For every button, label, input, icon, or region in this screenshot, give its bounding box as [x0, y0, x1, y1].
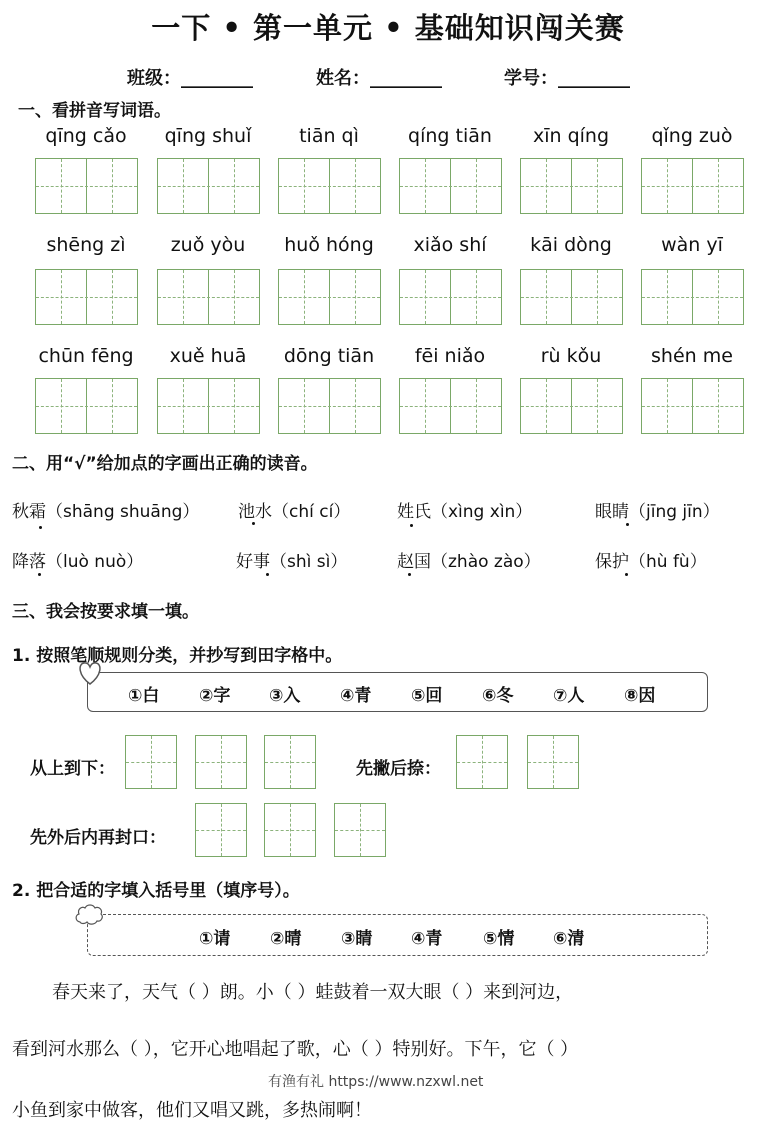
stroke-order-options-box: [87, 672, 708, 712]
name-field[interactable]: 姓名：________: [316, 68, 442, 89]
reading-item[interactable]: 保护（hù fù）: [595, 552, 707, 572]
pinyin-label: qǐng zuò: [651, 125, 733, 147]
section2-heading: 二、用“√”给加点的字画出正确的读音。: [12, 454, 318, 474]
pinyin-label: xuě huā: [169, 345, 247, 367]
tianzige-box-double[interactable]: [399, 378, 502, 434]
tianzige-box-double[interactable]: [35, 378, 138, 434]
stroke-option-4: ④青: [340, 686, 372, 706]
tianzige-box[interactable]: [195, 735, 247, 789]
tianzige-box-double[interactable]: [399, 158, 502, 214]
heart-icon: [76, 660, 104, 686]
tianzige-box-double[interactable]: [157, 158, 260, 214]
char-option-5: ⑤情: [483, 929, 515, 949]
char-option-2: ②晴: [270, 929, 302, 949]
tianzige-box-double[interactable]: [278, 269, 381, 325]
pinyin-label: zuǒ yòu: [170, 234, 246, 256]
pinyin-label: kāi dòng: [530, 234, 612, 256]
char-option-6: ⑥清: [553, 929, 585, 949]
label-pie-na: 先撇后捺：: [356, 759, 441, 779]
tianzige-box-double[interactable]: [520, 269, 623, 325]
pinyin-label: chūn fēng: [38, 345, 134, 367]
passage-line-3: 小鱼到家中做客，他们又唱又跳，多热闹啊！: [12, 1100, 372, 1121]
pinyin-label: rù kǒu: [540, 345, 602, 367]
reading-item[interactable]: 秋霜（shāng shuāng）: [12, 502, 200, 522]
character-options-box: [87, 914, 708, 956]
tianzige-box[interactable]: [456, 735, 508, 789]
tianzige-box-double[interactable]: [278, 378, 381, 434]
stroke-option-2: ②字: [199, 686, 231, 706]
reading-item[interactable]: 好事（shì sì）: [236, 552, 348, 572]
emphasis-dot: [408, 573, 411, 576]
tianzige-box[interactable]: [195, 803, 247, 857]
emphasis-dot: [266, 573, 269, 576]
cloud-icon: [74, 902, 104, 928]
passage-line-1: 春天来了，天气（ ）朗。小（ ）蛙鼓着一双大眼（ ）来到河边，: [52, 982, 574, 1003]
q1-title: 1. 按照笔顺规则分类，并抄写到田字格中。: [12, 646, 343, 666]
reading-item[interactable]: 姓氏（xìng xìn）: [397, 502, 533, 522]
emphasis-dot: [252, 522, 255, 525]
passage-line-2: 看到河水那么（ ），它开心地唱起了歌，心（ ）特别好。下午，它（ ）: [12, 1039, 579, 1060]
stroke-option-8: ⑧因: [624, 686, 656, 706]
emphasis-dot: [626, 523, 629, 526]
tianzige-box-double[interactable]: [157, 269, 260, 325]
char-option-4: ④青: [411, 929, 443, 949]
stroke-option-6: ⑥冬: [482, 686, 514, 706]
section1-heading: 一、看拼音写词语。: [18, 101, 171, 121]
stroke-option-1: ①白: [128, 686, 160, 706]
pinyin-label: tiān qì: [299, 125, 359, 147]
tianzige-box-double[interactable]: [641, 378, 744, 434]
emphasis-dot: [39, 526, 42, 529]
label-outside-in: 先外后内再封口：: [30, 828, 166, 848]
label-top-down: 从上到下：: [30, 759, 115, 779]
tianzige-box-double[interactable]: [641, 158, 744, 214]
class-field[interactable]: 班级：________: [127, 68, 253, 89]
pinyin-label: fēi niǎo: [414, 345, 486, 367]
stroke-option-3: ③入: [269, 686, 301, 706]
tianzige-box-double[interactable]: [520, 378, 623, 434]
char-option-1: ①请: [199, 929, 231, 949]
pinyin-label: qīng cǎo: [45, 125, 127, 147]
tianzige-box-double[interactable]: [520, 158, 623, 214]
tianzige-box-double[interactable]: [35, 158, 138, 214]
tianzige-box-double[interactable]: [157, 378, 260, 434]
stroke-option-5: ⑤回: [411, 686, 443, 706]
pinyin-label: dōng tiān: [283, 345, 375, 367]
emphasis-dot: [410, 524, 413, 527]
tianzige-box[interactable]: [264, 803, 316, 857]
pinyin-label: qíng tiān: [408, 125, 492, 147]
emphasis-dot: [625, 573, 628, 576]
tianzige-box[interactable]: [125, 735, 177, 789]
watermark: 有渔有礼 https://www.nzxwl.net: [268, 1074, 484, 1090]
stroke-option-7: ⑦人: [553, 686, 585, 706]
pinyin-label: huǒ hóng: [284, 234, 374, 256]
page-title: 一下 • 第一单元 • 基础知识闯关赛: [151, 11, 625, 45]
tianzige-box[interactable]: [334, 803, 386, 857]
pinyin-label: xiǎo shí: [413, 234, 487, 256]
reading-item[interactable]: 眼睛（jīng jīn）: [595, 502, 720, 522]
tianzige-box-double[interactable]: [399, 269, 502, 325]
emphasis-dot: [38, 573, 41, 576]
student-id-field[interactable]: 学号：________: [504, 68, 630, 89]
pinyin-label: wàn yī: [661, 234, 723, 256]
pinyin-label: qīng shuǐ: [164, 125, 252, 147]
section3-heading: 三、我会按要求填一填。: [12, 602, 199, 622]
tianzige-box-double[interactable]: [641, 269, 744, 325]
q2-title: 2. 把合适的字填入括号里（填序号）。: [12, 881, 300, 901]
pinyin-label: shēng zì: [46, 234, 126, 256]
reading-item[interactable]: 池水（chí cí）: [238, 502, 351, 522]
tianzige-box-double[interactable]: [278, 158, 381, 214]
char-option-3: ③睛: [341, 929, 373, 949]
tianzige-box[interactable]: [264, 735, 316, 789]
pinyin-label: shén me: [651, 345, 733, 367]
pinyin-label: xīn qíng: [532, 125, 610, 147]
tianzige-box[interactable]: [527, 735, 579, 789]
tianzige-box-double[interactable]: [35, 269, 138, 325]
reading-item[interactable]: 降落（luò nuò）: [12, 552, 144, 572]
reading-item[interactable]: 赵国（zhào zào）: [397, 552, 541, 572]
